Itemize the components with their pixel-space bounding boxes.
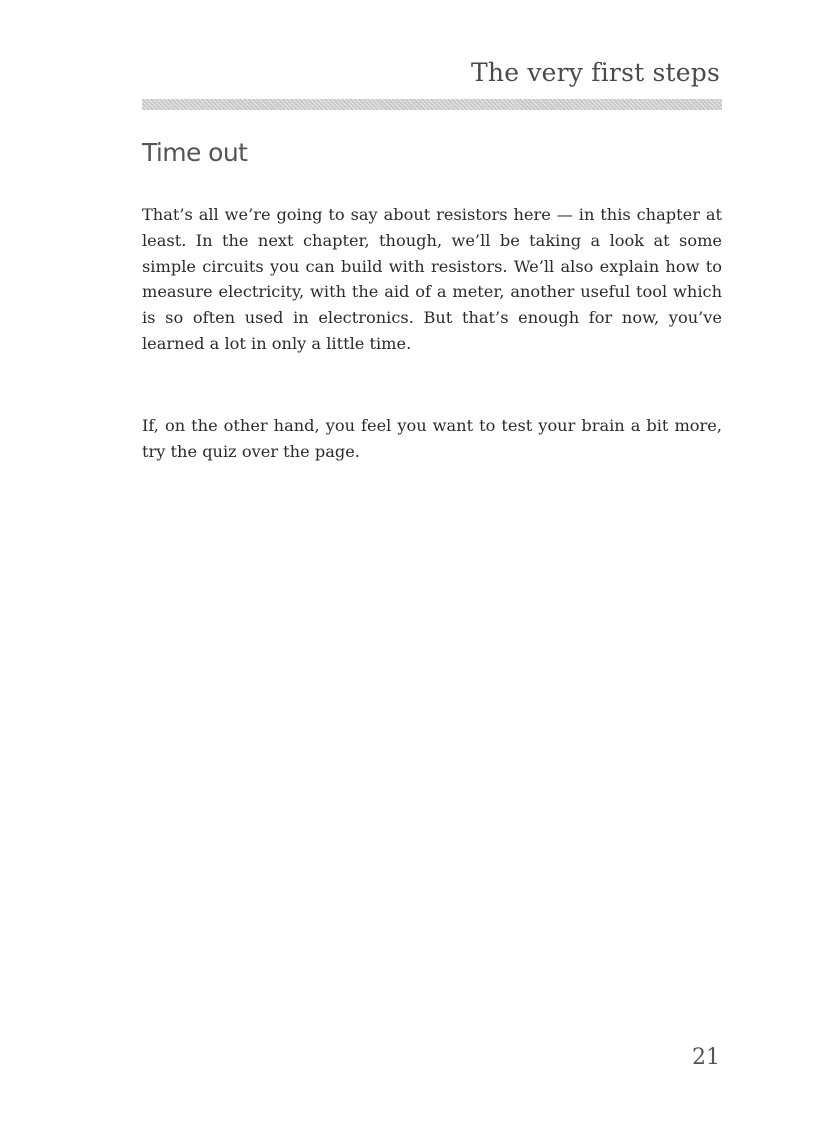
body-paragraph-1: That’s all we’re going to say about resistors here — in this chapter at least. In the next chapter, though, we’ll be taking a look at some simple circuits you can build with resistors. We’ll also explain how to measure electricity, with the aid of a meter, another useful tool which is so often used in electronics. But that’s enough for now, you’ve learned a lot in only a little time. bbox=[142, 205, 722, 353]
body-paragraph-2: If, on the other hand, you feel you want to test your brain a bit more, try the quiz over the page. bbox=[142, 416, 722, 461]
section-heading: Time out bbox=[142, 138, 248, 167]
header-rule bbox=[142, 99, 722, 110]
chapter-title: The very first steps bbox=[471, 58, 720, 87]
page-number: 21 bbox=[692, 1045, 720, 1070]
